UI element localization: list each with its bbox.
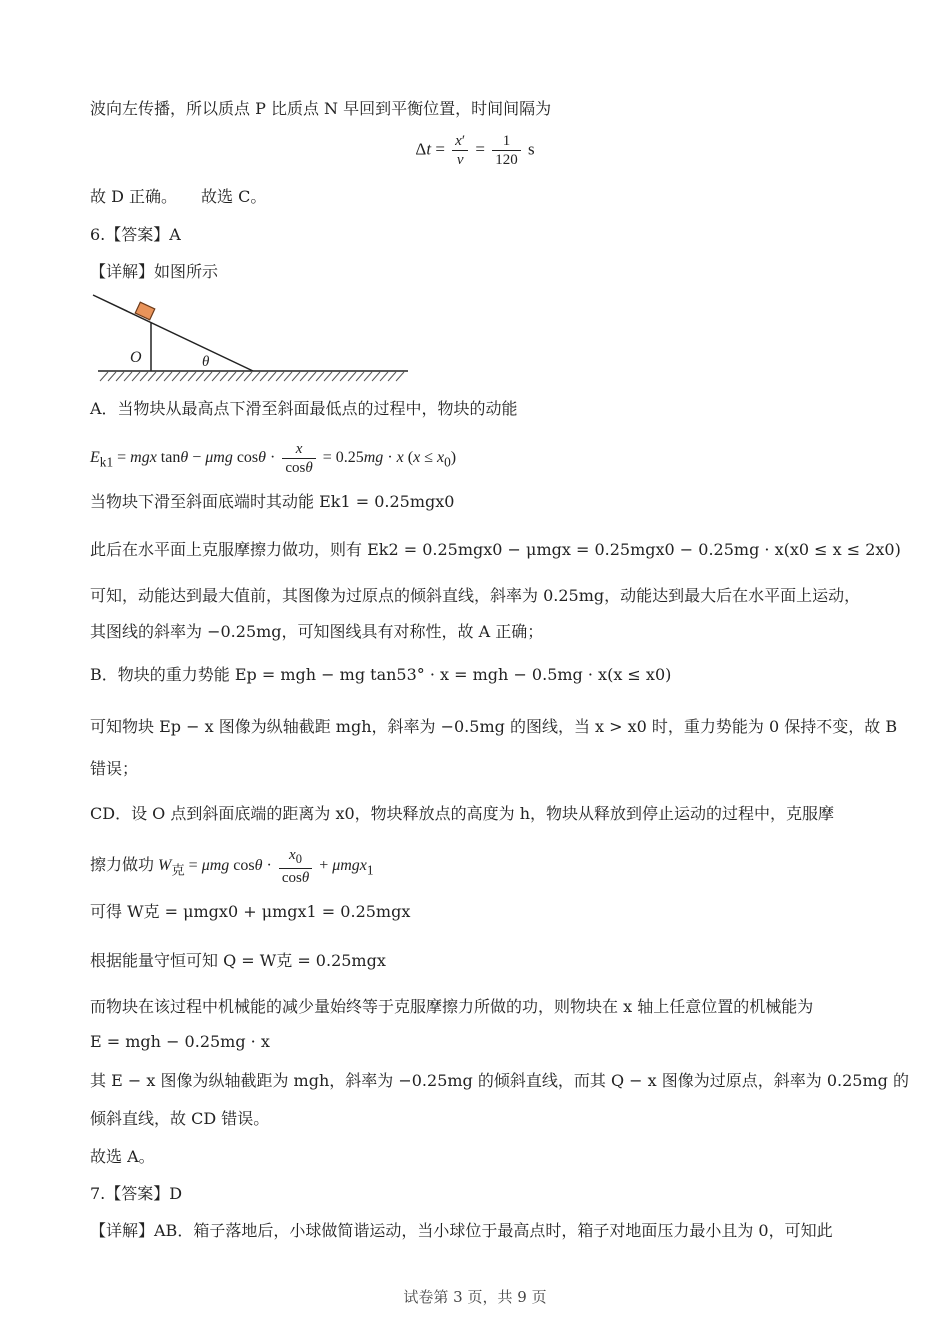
- text-line: 而物块在该过程中机械能的减少量始终等于克服摩擦力所做的功，则物块在 x 轴上任意位置的机械能为: [90, 997, 814, 1016]
- label-theta: θ: [202, 354, 210, 370]
- text-line: 可知物块 Ep − x 图像为纵轴截距 mgh，斜率为 −0.5mg 的图线，当 x > x0 时，重力势能为 0 保持不变，故 B: [90, 717, 898, 736]
- answer-heading: 6.【答案】A: [90, 225, 181, 244]
- text-line: A．当物块从最高点下滑至斜面最低点的过程中，物块的动能: [90, 399, 518, 418]
- equation-w-friction: 擦力做功 $W_克 = \mu mg$ cosθ · $\frac{x_0}{\cos\theta}$ + μmgx$_1$: [90, 847, 374, 886]
- equation-ek1: $E_{k1}$ = mgx tanθ − μmg cosθ · $\frac{x}{\cos\theta}$ = 0.25mg · x $(x \le x_0)$: [90, 441, 457, 476]
- text-line: 此后在水平面上克服摩擦力做功，则有 Ek2 = 0.25mgx0 − μmgx = 0.25mgx0 − 0.25mg · x(x0 ≤ x ≤ 2x0): [90, 540, 901, 559]
- answer-heading: 7.【答案】D: [90, 1184, 183, 1203]
- text-line: B．物块的重力势能 Ep = mgh − mg tan53° · x = mgh − 0.5mg · x(x ≤ x0): [90, 665, 672, 684]
- text-line: 波向左传播，所以质点 P 比质点 N 早回到平衡位置，时间间隔为: [90, 99, 552, 118]
- detail-heading: 【详解】如图所示: [90, 262, 219, 281]
- text-line: 【详解】AB．箱子落地后，小球做简谐运动，当小球位于最高点时，箱子对地面压力最小且为 0，可知此: [90, 1221, 833, 1240]
- page-footer: 试卷第 3 页，共 9 页: [403, 1288, 547, 1306]
- text-line: 当物块下滑至斜面底端时其动能 Ek1 = 0.25mgx0: [90, 492, 455, 511]
- text-line: CD．设 O 点到斜面底端的距离为 x0，物块释放点的高度为 h，物块从释放到停止运动的过程中，克服摩: [90, 804, 835, 823]
- text-line: 倾斜直线，故 CD 错误。: [90, 1109, 270, 1128]
- text-line: 故 D 正确。 故选 C。: [90, 187, 267, 206]
- text-line: 可得 W克 = μmgx0 + μmgx1 = 0.25mgx: [90, 902, 411, 921]
- text-line: E = mgh − 0.25mg · x: [90, 1032, 270, 1051]
- text-line: 故选 A。: [90, 1147, 155, 1166]
- text-line: 可知，动能达到最大值前，其图像为过原点的倾斜直线，斜率为 0.25mg，动能达到最大后在水平面上运动，: [90, 586, 861, 605]
- incline-diagram: [90, 290, 420, 390]
- label-o: O: [130, 349, 142, 366]
- text-line: 其 E − x 图像为纵轴截距为 mgh，斜率为 −0.25mg 的倾斜直线，而其 Q − x 图像为过原点，斜率为 0.25mg 的: [90, 1071, 909, 1090]
- equation-time-interval: Δt = $\frac{x'}{v}$ = $\frac{1}{120}$ s: [415, 133, 535, 168]
- text-line: 根据能量守恒可知 Q = W克 = 0.25mgx: [90, 951, 386, 970]
- text-line: 其图线的斜率为 −0.25mg，可知图线具有对称性，故 A 正确；: [90, 622, 544, 641]
- text-line: 错误；: [90, 759, 139, 778]
